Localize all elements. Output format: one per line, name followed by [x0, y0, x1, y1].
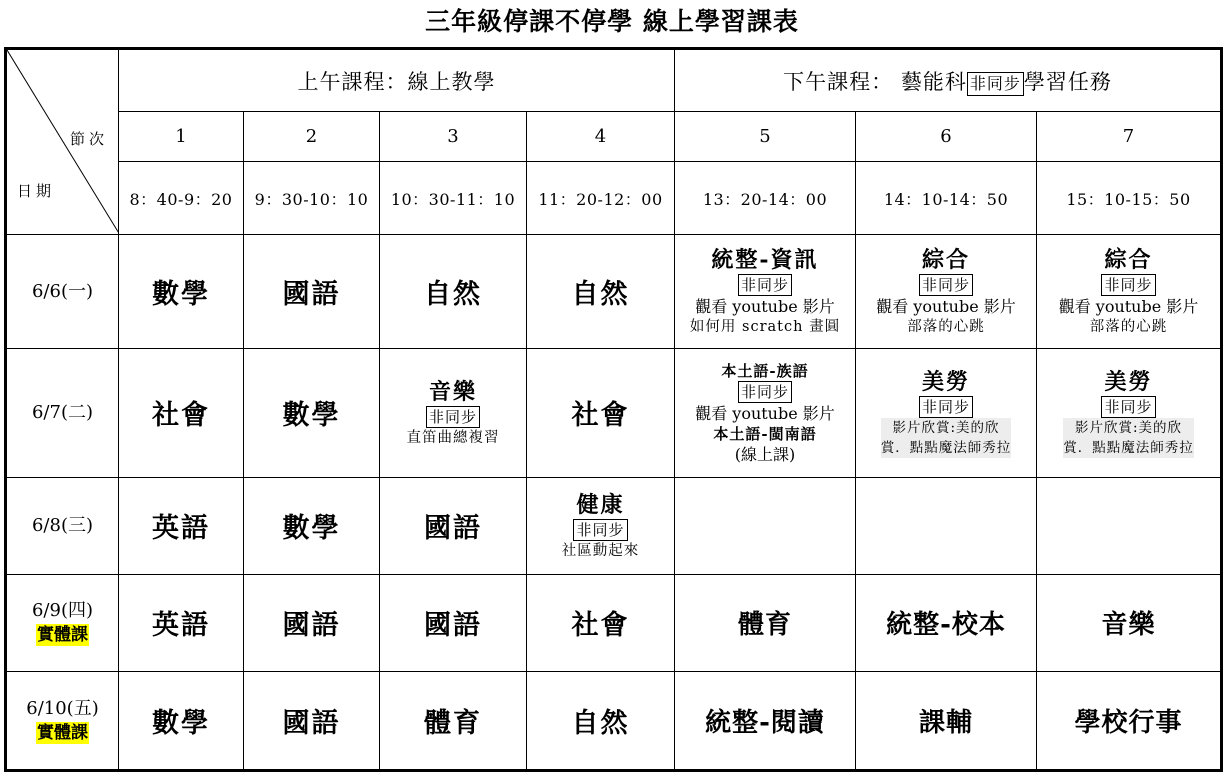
period-number: 4: [527, 112, 675, 161]
period-time: 15：10-15：50: [1037, 161, 1222, 235]
subject-cell: 學校行事: [1037, 672, 1222, 771]
task-note-line: 影片欣賞:美的欣: [1074, 419, 1183, 436]
subject-title: 美勞: [921, 368, 970, 395]
subject-cell: 國語: [380, 574, 527, 672]
subject-cell: 英語: [119, 574, 244, 672]
subject-cell: 國語: [244, 574, 380, 672]
nonsync-badge: 非同步: [573, 519, 627, 541]
empty-cell: [675, 477, 856, 574]
subject-cell: 體育: [675, 574, 856, 672]
day-row: [6, 477, 1222, 574]
async-subject-cell: [675, 235, 856, 349]
subject-cell: 英語: [119, 477, 244, 574]
subject-title: 本土語-族語: [721, 361, 809, 380]
subject-cell: 數學: [244, 477, 380, 574]
date-label: 6/10(五): [26, 697, 99, 719]
async-subject-cell: [380, 349, 527, 478]
task-note: 觀看 youtube 影片: [876, 297, 1016, 317]
subject-title: 綜合: [1104, 247, 1153, 274]
task-note: (線上課): [734, 444, 796, 464]
afternoon-header-post: 學習任務: [1023, 69, 1112, 94]
subject-cell: 國語: [244, 672, 380, 771]
corner-cell: [6, 49, 119, 235]
task-note: 部落的心跳: [907, 319, 985, 336]
subject-cell: 社會: [527, 574, 675, 672]
subject-cell: 音樂: [1037, 574, 1222, 672]
async-subject-cell: [856, 349, 1037, 478]
date-cell: 6/8(三): [6, 477, 119, 574]
subject-cell: 課輔: [856, 672, 1037, 771]
subject-cell: 自然: [527, 235, 675, 349]
in-person-tag: 實體課: [37, 624, 88, 645]
period-number: 3: [380, 112, 527, 161]
empty-cell: [856, 477, 1037, 574]
afternoon-header: [675, 49, 1222, 112]
date-cell: [6, 574, 119, 672]
period-time: 13：20-14：00: [675, 161, 856, 235]
async-subject-cell: [527, 477, 675, 574]
nonsync-badge: 非同步: [1101, 396, 1155, 418]
subject-cell: 統整-校本: [856, 574, 1037, 672]
task-note: 部落的心跳: [1089, 319, 1168, 336]
subject-cell: 自然: [527, 672, 675, 771]
async-subject-cell: [1037, 349, 1222, 478]
task-note: 直笛曲總複習: [406, 429, 500, 446]
subject-cell: 社會: [119, 349, 244, 478]
task-note-line: 賞．點點魔法師秀拉: [880, 439, 1012, 456]
subject-cell: 數學: [119, 235, 244, 349]
subject-title: 音樂: [428, 378, 477, 405]
day-row: [6, 574, 1222, 672]
page-title: 三年級停課不停學 線上學習課表: [425, 7, 799, 36]
subject-title: 綜合: [921, 247, 970, 274]
async-subject-cell: [856, 235, 1037, 349]
subject-cell: 數學: [119, 672, 244, 771]
period-time: 11：20-12：00: [527, 161, 675, 235]
period-time: 8：40-9：20: [119, 161, 244, 235]
task-note: 觀看 youtube 影片: [695, 403, 835, 423]
period-number: 1: [119, 112, 244, 161]
day-row: [6, 235, 1222, 349]
subject-title: 統整-資訊: [711, 247, 819, 274]
date-corner-label: 日期: [17, 182, 56, 200]
task-note-line: 賞．點點魔法師秀拉: [1063, 439, 1194, 456]
date-label: 6/9(四): [31, 599, 93, 621]
day-row: [6, 672, 1222, 771]
subject-cell: 體育: [380, 672, 527, 771]
subject-cell: 數學: [244, 349, 380, 478]
morning-header: 上午課程：線上教學: [119, 49, 675, 112]
nonsync-badge: 非同步: [738, 274, 792, 296]
period-time: 10：30-11：10: [380, 161, 527, 235]
task-note: [1063, 418, 1194, 458]
task-note: 觀看 youtube 影片: [695, 297, 835, 317]
nonsync-badge: 非同步: [738, 381, 792, 403]
nonsync-badge: 非同步: [426, 406, 480, 428]
task-note: 社區動起來: [561, 542, 640, 559]
schedule-table: [4, 47, 1223, 772]
subject-cell: 國語: [380, 477, 527, 574]
period-number: 6: [856, 112, 1037, 161]
task-note: 如何用 scratch 畫圓: [689, 319, 841, 336]
task-note: [881, 418, 1012, 458]
task-note: 觀看 youtube 影片: [1058, 297, 1199, 317]
nonsync-badge: 非同步: [919, 274, 973, 296]
period-time: 14：10-14：50: [856, 161, 1037, 235]
afternoon-nonsync-tag: 非同步: [967, 72, 1024, 96]
subject-cell: 社會: [527, 349, 675, 478]
period-number: 2: [244, 112, 380, 161]
period-corner-label: 節次: [69, 130, 108, 148]
in-person-tag: 實體課: [37, 722, 88, 743]
period-number: 7: [1037, 112, 1222, 161]
task-note-line: 影片欣賞:美的欣: [892, 419, 1000, 436]
subject-title: 美勞: [1104, 368, 1153, 395]
afternoon-header-pre: 下午課程： 藝能科: [783, 69, 967, 94]
date-cell: 6/7(二): [6, 349, 119, 478]
period-time: 9：30-10：10: [244, 161, 380, 235]
subject-cell: 國語: [244, 235, 380, 349]
async-subject-cell: [1037, 235, 1222, 349]
date-cell: [6, 672, 119, 771]
subject-title: 本土語-閩南語: [713, 424, 817, 443]
nonsync-badge: 非同步: [1101, 274, 1155, 296]
date-cell: 6/6(一): [6, 235, 119, 349]
day-row: [6, 349, 1222, 478]
nonsync-badge: 非同步: [919, 396, 973, 418]
period-number: 5: [675, 112, 856, 161]
empty-cell: [1037, 477, 1222, 574]
subject-cell: 自然: [380, 235, 527, 349]
subject-cell: 統整-閱讀: [675, 672, 856, 771]
async-subject-cell: [675, 349, 856, 478]
subject-title: 健康: [576, 491, 625, 518]
